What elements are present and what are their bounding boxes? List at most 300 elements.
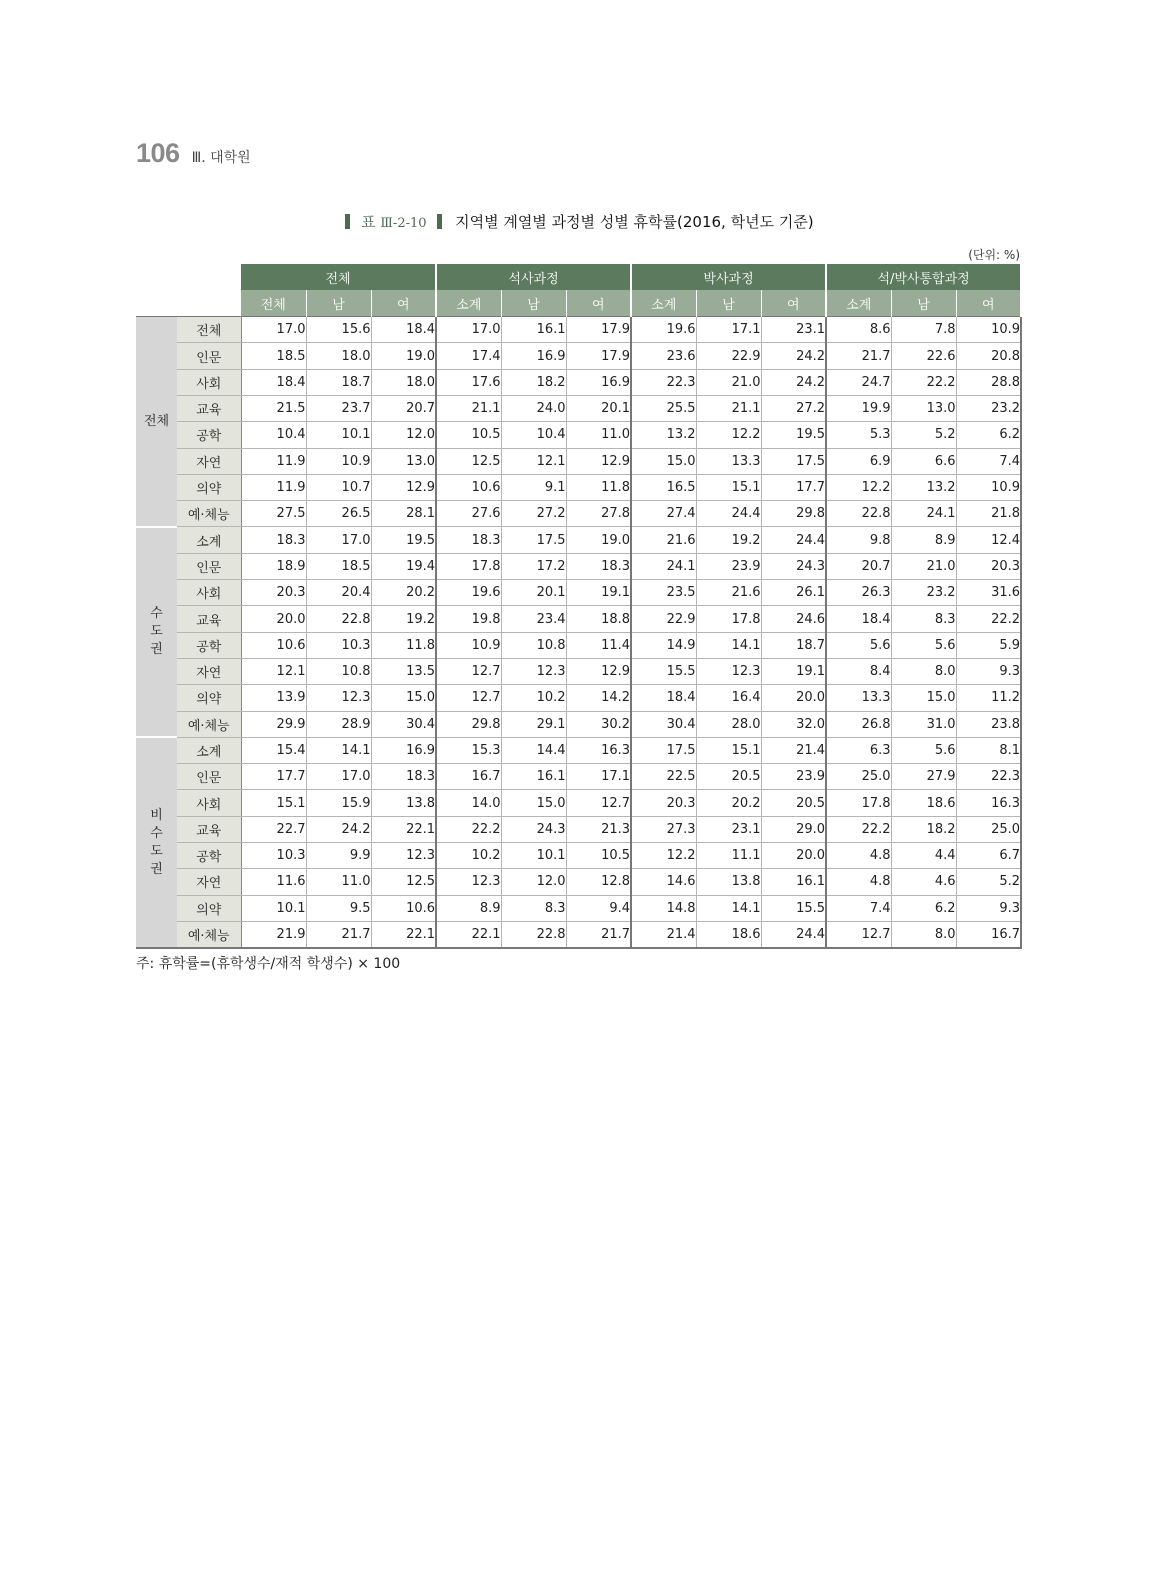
field-label: 의약 [177, 474, 241, 500]
value-cell: 11.0 [566, 422, 631, 448]
value-cell: 24.2 [761, 369, 826, 395]
value-cell: 15.3 [436, 737, 501, 763]
value-cell: 18.7 [306, 369, 371, 395]
table-row [136, 816, 1021, 842]
page-header [136, 138, 251, 169]
value-cell: 31.6 [956, 580, 1021, 606]
value-cell: 27.2 [501, 501, 566, 527]
value-cell: 12.3 [501, 658, 566, 684]
value-cell: 17.5 [631, 737, 696, 763]
value-cell: 27.6 [436, 501, 501, 527]
value-cell: 18.3 [241, 527, 306, 553]
value-cell: 12.2 [696, 422, 761, 448]
value-cell: 16.1 [501, 317, 566, 343]
value-cell: 17.0 [436, 317, 501, 343]
value-cell: 11.9 [241, 474, 306, 500]
value-cell: 27.2 [761, 395, 826, 421]
value-cell: 6.9 [826, 448, 891, 474]
value-cell: 12.2 [826, 474, 891, 500]
value-cell: 10.3 [241, 843, 306, 869]
value-cell: 20.3 [241, 580, 306, 606]
value-cell: 10.6 [436, 474, 501, 500]
value-cell: 20.3 [631, 790, 696, 816]
value-cell: 6.7 [956, 843, 1021, 869]
value-cell: 18.5 [306, 553, 371, 579]
value-cell: 22.8 [306, 606, 371, 632]
value-cell: 23.7 [306, 395, 371, 421]
value-cell: 12.3 [436, 869, 501, 895]
value-cell: 19.8 [436, 606, 501, 632]
value-cell: 17.0 [306, 764, 371, 790]
value-cell: 10.3 [306, 632, 371, 658]
value-cell: 22.8 [826, 501, 891, 527]
value-cell: 22.1 [436, 921, 501, 947]
field-label: 공학 [177, 843, 241, 869]
value-cell: 5.2 [891, 422, 956, 448]
value-cell: 15.5 [761, 895, 826, 921]
value-cell: 12.9 [371, 474, 436, 500]
field-label: 사회 [177, 369, 241, 395]
value-cell: 5.2 [956, 869, 1021, 895]
value-cell: 12.1 [241, 658, 306, 684]
value-cell: 21.7 [826, 343, 891, 369]
value-cell: 17.9 [566, 317, 631, 343]
value-cell: 22.2 [891, 369, 956, 395]
table-row [136, 395, 1021, 421]
value-cell: 12.8 [566, 869, 631, 895]
subheader-cell: 전체 [241, 290, 306, 316]
table-row [136, 685, 1021, 711]
value-cell: 19.5 [761, 422, 826, 448]
value-cell: 28.0 [696, 711, 761, 737]
value-cell: 22.6 [891, 343, 956, 369]
table-row [136, 737, 1021, 763]
table-row [136, 474, 1021, 500]
table-row [136, 606, 1021, 632]
value-cell: 10.2 [501, 685, 566, 711]
value-cell: 15.6 [306, 317, 371, 343]
value-cell: 21.4 [761, 737, 826, 763]
value-cell: 16.1 [501, 764, 566, 790]
value-cell: 18.5 [241, 343, 306, 369]
table-body [136, 317, 1021, 948]
value-cell: 12.5 [371, 869, 436, 895]
value-cell: 10.1 [501, 843, 566, 869]
value-cell: 14.4 [501, 737, 566, 763]
value-cell: 21.6 [696, 580, 761, 606]
caption-title: 지역별 계열별 과정별 성별 휴학률(2016, 학년도 기준) [455, 213, 814, 231]
value-cell: 16.9 [566, 369, 631, 395]
caption-label: 표 Ⅲ-2-10 [361, 213, 427, 231]
section-name: Ⅲ. 대학원 [191, 150, 251, 166]
table-row [136, 317, 1021, 343]
field-label: 예·체능 [177, 501, 241, 527]
value-cell: 17.8 [696, 606, 761, 632]
value-cell: 14.1 [306, 737, 371, 763]
value-cell: 10.9 [306, 448, 371, 474]
value-cell: 5.6 [891, 737, 956, 763]
value-cell: 27.8 [566, 501, 631, 527]
value-cell: 12.7 [436, 685, 501, 711]
value-cell: 21.0 [891, 553, 956, 579]
value-cell: 10.6 [371, 895, 436, 921]
table-row [136, 764, 1021, 790]
value-cell: 24.7 [826, 369, 891, 395]
value-cell: 27.4 [631, 501, 696, 527]
value-cell: 12.3 [696, 658, 761, 684]
group-header: 전체 [241, 264, 436, 290]
value-cell: 11.1 [696, 843, 761, 869]
header-blank [136, 290, 241, 316]
value-cell: 10.9 [956, 317, 1021, 343]
value-cell: 9.9 [306, 843, 371, 869]
value-cell: 31.0 [891, 711, 956, 737]
value-cell: 19.2 [696, 527, 761, 553]
table-row [136, 501, 1021, 527]
value-cell: 10.4 [241, 422, 306, 448]
value-cell: 9.1 [501, 474, 566, 500]
value-cell: 20.4 [306, 580, 371, 606]
value-cell: 24.3 [761, 553, 826, 579]
value-cell: 23.1 [696, 816, 761, 842]
value-cell: 30.2 [566, 711, 631, 737]
value-cell: 17.8 [436, 553, 501, 579]
group-header: 석/박사통합과정 [826, 264, 1021, 290]
value-cell: 18.6 [696, 921, 761, 947]
value-cell: 29.8 [761, 501, 826, 527]
value-cell: 10.7 [306, 474, 371, 500]
value-cell: 17.0 [306, 527, 371, 553]
value-cell: 21.7 [306, 921, 371, 947]
value-cell: 13.2 [631, 422, 696, 448]
value-cell: 13.3 [826, 685, 891, 711]
value-cell: 12.7 [436, 658, 501, 684]
value-cell: 18.3 [436, 527, 501, 553]
value-cell: 10.5 [436, 422, 501, 448]
value-cell: 25.0 [956, 816, 1021, 842]
value-cell: 21.3 [566, 816, 631, 842]
table-row [136, 921, 1021, 947]
value-cell: 10.8 [501, 632, 566, 658]
value-cell: 6.3 [826, 737, 891, 763]
table-row [136, 895, 1021, 921]
subheader-cell: 여 [761, 290, 826, 316]
value-cell: 21.6 [631, 527, 696, 553]
value-cell: 20.0 [241, 606, 306, 632]
value-cell: 22.1 [371, 921, 436, 947]
value-cell: 11.8 [371, 632, 436, 658]
table-row [136, 869, 1021, 895]
value-cell: 16.7 [956, 921, 1021, 947]
value-cell: 27.9 [891, 764, 956, 790]
value-cell: 21.1 [696, 395, 761, 421]
field-label: 인문 [177, 553, 241, 579]
value-cell: 23.4 [501, 606, 566, 632]
value-cell: 14.2 [566, 685, 631, 711]
value-cell: 23.9 [761, 764, 826, 790]
value-cell: 20.1 [566, 395, 631, 421]
value-cell: 18.0 [306, 343, 371, 369]
value-cell: 12.7 [826, 921, 891, 947]
value-cell: 15.4 [241, 737, 306, 763]
value-cell: 18.4 [241, 369, 306, 395]
value-cell: 17.1 [696, 317, 761, 343]
value-cell: 8.3 [891, 606, 956, 632]
value-cell: 20.3 [956, 553, 1021, 579]
subheader-cell: 남 [306, 290, 371, 316]
table-row [136, 658, 1021, 684]
value-cell: 15.9 [306, 790, 371, 816]
value-cell: 20.0 [761, 685, 826, 711]
table-row [136, 448, 1021, 474]
value-cell: 15.0 [371, 685, 436, 711]
value-cell: 12.5 [436, 448, 501, 474]
value-cell: 24.4 [761, 921, 826, 947]
field-label: 교육 [177, 606, 241, 632]
value-cell: 17.1 [566, 764, 631, 790]
value-cell: 7.4 [826, 895, 891, 921]
value-cell: 9.5 [306, 895, 371, 921]
value-cell: 10.9 [956, 474, 1021, 500]
table-row [136, 790, 1021, 816]
value-cell: 6.2 [956, 422, 1021, 448]
value-cell: 12.0 [501, 869, 566, 895]
value-cell: 14.6 [631, 869, 696, 895]
value-cell: 20.7 [371, 395, 436, 421]
table-caption [0, 211, 1159, 232]
value-cell: 13.0 [891, 395, 956, 421]
value-cell: 10.1 [306, 422, 371, 448]
value-cell: 9.4 [566, 895, 631, 921]
value-cell: 29.8 [436, 711, 501, 737]
value-cell: 14.1 [696, 632, 761, 658]
value-cell: 15.0 [891, 685, 956, 711]
table-row [136, 632, 1021, 658]
region-label: 비 수 도 권 [136, 737, 177, 947]
value-cell: 14.1 [696, 895, 761, 921]
value-cell: 14.8 [631, 895, 696, 921]
value-cell: 30.4 [631, 711, 696, 737]
value-cell: 19.1 [566, 580, 631, 606]
value-cell: 18.3 [566, 553, 631, 579]
value-cell: 25.0 [826, 764, 891, 790]
value-cell: 23.9 [696, 553, 761, 579]
value-cell: 8.9 [891, 527, 956, 553]
value-cell: 15.0 [501, 790, 566, 816]
value-cell: 29.1 [501, 711, 566, 737]
value-cell: 13.3 [696, 448, 761, 474]
value-cell: 24.3 [501, 816, 566, 842]
value-cell: 22.9 [696, 343, 761, 369]
value-cell: 9.8 [826, 527, 891, 553]
value-cell: 16.5 [631, 474, 696, 500]
value-cell: 27.5 [241, 501, 306, 527]
value-cell: 24.2 [761, 343, 826, 369]
value-cell: 19.6 [631, 317, 696, 343]
value-cell: 19.9 [826, 395, 891, 421]
value-cell: 28.8 [956, 369, 1021, 395]
value-cell: 18.4 [826, 606, 891, 632]
header-blank [136, 264, 241, 290]
value-cell: 19.2 [371, 606, 436, 632]
value-cell: 12.9 [566, 448, 631, 474]
value-cell: 26.1 [761, 580, 826, 606]
table-row [136, 343, 1021, 369]
field-label: 자연 [177, 869, 241, 895]
page-number: 106 [136, 138, 180, 168]
value-cell: 24.4 [761, 527, 826, 553]
group-header-row [136, 264, 1021, 290]
value-cell: 10.4 [501, 422, 566, 448]
value-cell: 11.4 [566, 632, 631, 658]
value-cell: 14.0 [436, 790, 501, 816]
field-label: 교육 [177, 816, 241, 842]
value-cell: 23.2 [956, 395, 1021, 421]
value-cell: 17.5 [501, 527, 566, 553]
value-cell: 20.8 [956, 343, 1021, 369]
value-cell: 11.0 [306, 869, 371, 895]
value-cell: 21.5 [241, 395, 306, 421]
footnote: 주: 휴학률=(휴학생수/재적 학생수) × 100 [136, 956, 401, 972]
value-cell: 13.8 [371, 790, 436, 816]
subheader-cell: 남 [696, 290, 761, 316]
value-cell: 23.1 [761, 317, 826, 343]
value-cell: 21.1 [436, 395, 501, 421]
value-cell: 22.8 [501, 921, 566, 947]
value-cell: 12.3 [306, 685, 371, 711]
value-cell: 10.9 [436, 632, 501, 658]
value-cell: 22.3 [956, 764, 1021, 790]
value-cell: 21.9 [241, 921, 306, 947]
table-row [136, 422, 1021, 448]
value-cell: 11.6 [241, 869, 306, 895]
value-cell: 18.4 [371, 317, 436, 343]
value-cell: 25.5 [631, 395, 696, 421]
unit-label: (단위: %) [968, 248, 1020, 262]
subheader-cell: 소계 [826, 290, 891, 316]
value-cell: 13.0 [371, 448, 436, 474]
field-label: 교육 [177, 395, 241, 421]
value-cell: 5.6 [826, 632, 891, 658]
table-row [136, 711, 1021, 737]
value-cell: 8.4 [826, 658, 891, 684]
caption-bar-left [345, 214, 350, 229]
table-row [136, 553, 1021, 579]
value-cell: 19.6 [436, 580, 501, 606]
field-label: 전체 [177, 317, 241, 343]
value-cell: 6.2 [891, 895, 956, 921]
value-cell: 28.1 [371, 501, 436, 527]
value-cell: 22.2 [956, 606, 1021, 632]
value-cell: 20.0 [761, 843, 826, 869]
subheader-cell: 소계 [631, 290, 696, 316]
subheader-cell: 여 [956, 290, 1021, 316]
value-cell: 17.5 [761, 448, 826, 474]
value-cell: 18.7 [761, 632, 826, 658]
value-cell: 16.7 [436, 764, 501, 790]
value-cell: 18.2 [501, 369, 566, 395]
value-cell: 4.8 [826, 869, 891, 895]
value-cell: 9.3 [956, 895, 1021, 921]
value-cell: 7.8 [891, 317, 956, 343]
value-cell: 15.1 [696, 474, 761, 500]
value-cell: 4.6 [891, 869, 956, 895]
value-cell: 22.2 [826, 816, 891, 842]
value-cell: 4.4 [891, 843, 956, 869]
field-label: 사회 [177, 580, 241, 606]
value-cell: 12.7 [566, 790, 631, 816]
value-cell: 24.1 [891, 501, 956, 527]
value-cell: 18.0 [371, 369, 436, 395]
value-cell: 5.9 [956, 632, 1021, 658]
value-cell: 18.6 [891, 790, 956, 816]
caption-bar-right [437, 214, 442, 229]
subheader-cell: 남 [501, 290, 566, 316]
value-cell: 23.8 [956, 711, 1021, 737]
field-label: 의약 [177, 895, 241, 921]
value-cell: 24.0 [501, 395, 566, 421]
value-cell: 24.4 [696, 501, 761, 527]
value-cell: 26.3 [826, 580, 891, 606]
value-cell: 17.4 [436, 343, 501, 369]
value-cell: 8.6 [826, 317, 891, 343]
value-cell: 20.2 [371, 580, 436, 606]
table-row [136, 580, 1021, 606]
value-cell: 11.2 [956, 685, 1021, 711]
value-cell: 22.5 [631, 764, 696, 790]
value-cell: 15.1 [241, 790, 306, 816]
value-cell: 4.8 [826, 843, 891, 869]
value-cell: 18.4 [631, 685, 696, 711]
value-cell: 5.3 [826, 422, 891, 448]
table-row [136, 369, 1021, 395]
value-cell: 16.4 [696, 685, 761, 711]
value-cell: 17.6 [436, 369, 501, 395]
value-cell: 15.5 [631, 658, 696, 684]
value-cell: 17.8 [826, 790, 891, 816]
value-cell: 19.5 [371, 527, 436, 553]
value-cell: 24.6 [761, 606, 826, 632]
region-label: 전체 [136, 317, 177, 527]
field-label: 인문 [177, 343, 241, 369]
value-cell: 29.0 [761, 816, 826, 842]
value-cell: 10.6 [241, 632, 306, 658]
value-cell: 19.0 [566, 527, 631, 553]
value-cell: 20.1 [501, 580, 566, 606]
value-cell: 30.4 [371, 711, 436, 737]
value-cell: 13.9 [241, 685, 306, 711]
caption-number: Ⅲ-2-10 [380, 216, 427, 231]
value-cell: 21.0 [696, 369, 761, 395]
value-cell: 6.6 [891, 448, 956, 474]
value-cell: 19.0 [371, 343, 436, 369]
value-cell: 18.8 [566, 606, 631, 632]
value-cell: 20.5 [696, 764, 761, 790]
value-cell: 22.9 [631, 606, 696, 632]
value-cell: 17.7 [761, 474, 826, 500]
subheader-cell: 남 [891, 290, 956, 316]
value-cell: 21.4 [631, 921, 696, 947]
field-label: 소계 [177, 527, 241, 553]
value-cell: 23.2 [891, 580, 956, 606]
subheader-cell: 소계 [436, 290, 501, 316]
value-cell: 16.3 [566, 737, 631, 763]
field-label: 인문 [177, 764, 241, 790]
value-cell: 8.3 [501, 895, 566, 921]
value-cell: 10.1 [241, 895, 306, 921]
value-cell: 12.2 [631, 843, 696, 869]
region-label: 수 도 권 [136, 527, 177, 737]
